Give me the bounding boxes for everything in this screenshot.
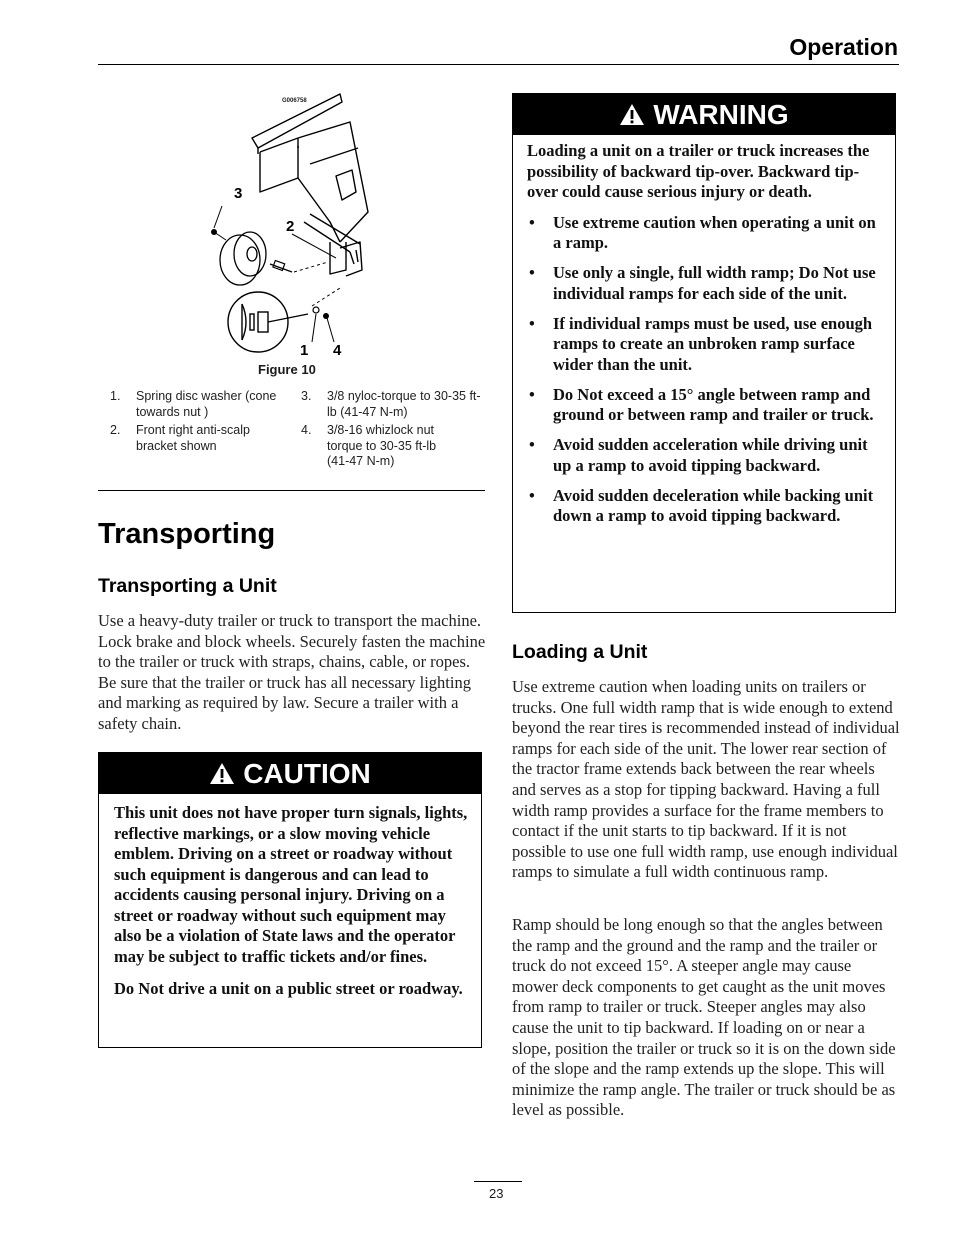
page-number: 23 [489,1186,504,1201]
legend-number: 2. [110,423,121,437]
warning-bullet [527,486,887,527]
legend-item-2 [110,423,280,455]
legend-text: 3/8-16 whizlock nut torque to 30-35 ft-lb (41-47 N-m) [327,423,437,468]
caution-paragraph: Do Not drive a unit on a public street or roadway. [114,979,463,998]
footer-rule [474,1181,522,1182]
caution-header [99,753,481,794]
warning-intro: Loading a unit on a trailer or truck increases the possibility of backward tip-over. Backward tip-over could cause serious injury or death. [527,141,870,201]
figure-code: G006758 [282,98,307,104]
caution-text [114,803,474,1000]
bullet-mark: • [529,435,535,454]
callout-2: 2 [286,218,295,235]
loading-paragraph-1: Use extreme caution when loading units on trailers or trucks. One full width ramp that is wide enough to extend beyond the rear tires is recommended instead of individual ramps for each side of the unit. The lower rear section of the tractor frame extends back between the rear wheels and serves as a stop for tipping backward. Having a full width ramp provides a surface for the frame members to contact if the unit starts to tip backward. If it is not possible to use one full width ramp, use enough individual ramps to simulate a full width continuous ramp. [512,677,900,882]
caution-paragraph: This unit does not have proper turn signals, lights, reflective markings, or a slow moving vehicle emblem. Driving on a street or roadway without such equipment is dangerous and can lead to accidents causing personal injury. Driving on a street or roadway without such equipment may also be a violation of State laws and the operator may be subject to traffic tickets and/or fines. [114,803,468,966]
section-title: Operation [789,34,898,60]
warning-bullet-list [527,213,887,527]
warning-bullet-text: Avoid sudden acceleration while driving unit up a ramp to avoid tipping backward. [553,435,868,475]
loading-paragraph-2: Ramp should be long enough so that the angles between the ramp and the ground and the ramp and the trailer or truck do not exceed 15°. A steeper angle may cause mower deck components to get caught as the unit moves from ramp to trailer or truck. Steeper angles may also cause the unit to tip backward. If loading on or near a slope, position the trailer or truck so it is on the down side of the slope and the ramp extends up the slope. This will minimize the ramp angle. The trailer or truck should be as level as possible. [512,915,896,1120]
warning-bullet-text: If individual ramps must be used, use enough ramps to create an unbroken ramp surface wider than the unit. [553,313,873,374]
header-rule [98,64,899,65]
warning-triangle-icon [619,103,645,126]
warning-bullet [527,213,887,254]
callout-4: 4 [333,342,342,359]
section-divider [98,490,485,491]
transporting-heading: Transporting [98,518,276,550]
bullet-mark: • [529,384,535,404]
legend-item-3 [301,389,487,421]
legend-item-4 [301,423,487,471]
caution-box [98,752,482,1048]
legend-item-1 [110,389,280,421]
warning-header [513,94,895,135]
warning-bullet-text: Use extreme caution when operating a unit on a ramp. [553,212,876,252]
warning-bullet [527,314,887,376]
legend-number: 1. [110,389,121,403]
bracket-illustration [190,92,390,382]
callout-1: 1 [300,342,309,359]
warning-text [527,141,887,536]
figure-caption: Figure 10 [258,362,316,377]
warning-bullet [527,263,887,304]
warning-bullet-text: Use only a single, full width ramp; Do Not use individual ramps for each side of the unit. [553,263,876,303]
bullet-mark: • [529,212,535,232]
bullet-mark: • [529,313,535,333]
legend-text: Spring disc washer (cone towards nut ) [136,389,277,419]
warning-bullet-text: Do Not exceed a 15° angle between ramp and ground or between ramp and trailer or truck. [553,384,874,424]
warning-bullet-text: Avoid sudden deceleration while backing unit down a ramp to avoid tipping backward. [553,485,874,525]
legend-text: Front right anti-scalp bracket shown [136,423,250,453]
warning-bullet [527,385,887,426]
warning-bullet [527,435,887,476]
bullet-mark: • [529,485,535,505]
caution-label: CAUTION [243,757,371,789]
transporting-unit-subheading: Transporting a Unit [98,575,277,597]
legend-number: 3. [301,389,312,403]
legend-text: 3/8 nyloc-torque to 30-35 ft-lb (41-47 N-m) [327,389,481,419]
anti-scalp-bracket-figure [190,92,390,382]
callout-3: 3 [234,185,243,202]
warning-triangle-icon [209,762,235,785]
transporting-paragraph: Use a heavy-duty trailer or truck to transport the machine. Lock brake and block wheels. Securely fasten the machine to the trailer or truck with straps, chains, cable, or ropes. Be sure that the trailer or truck has all necessary lighting and marking as required by law. Secure a trailer with a safety chain. [98,611,486,733]
warning-label: WARNING [653,98,789,130]
bullet-mark: • [529,263,535,282]
loading-unit-subheading: Loading a Unit [512,641,648,663]
warning-box [512,93,896,613]
legend-number: 4. [301,423,312,437]
